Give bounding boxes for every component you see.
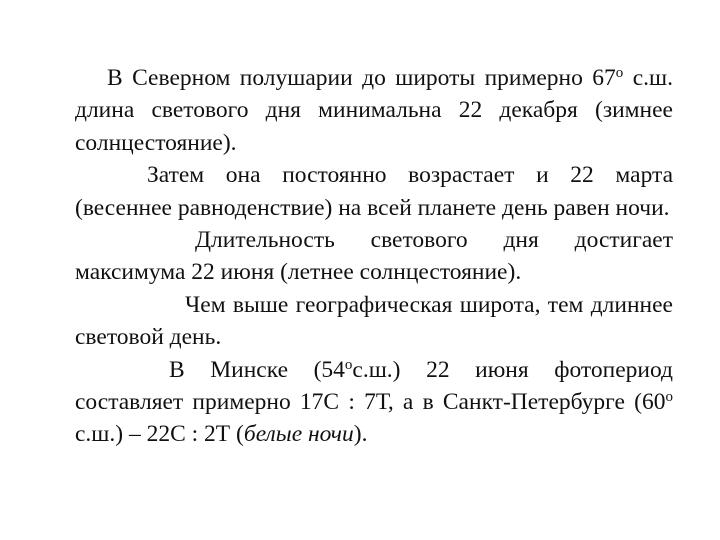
degree-superscript: о: [615, 65, 624, 81]
paragraph-latitude: Чем выше географическая широта, тем длиннее световой день.: [75, 291, 673, 351]
p5-text-b: с.ш.) 22 июня фотопериод составляет примерно 17С : 7Т, а в Санкт-Петербурге (60: [75, 356, 673, 416]
white-nights-italic: белые ночи: [243, 421, 354, 448]
p5-text-d: ).: [353, 421, 368, 448]
p5-text-a: В Минске (54: [169, 356, 345, 383]
p5-text-c: с.ш.) – 22С : 2Т (: [75, 421, 244, 448]
p1-text-b: с.ш. длина светового дня минимальна 22 декабря (зимнее солнцестояние).: [75, 65, 673, 156]
text-block: [75, 62, 673, 451]
paragraph-summer-solstice: Длительность светового дня достигает максимума 22 июня (летнее солнцестояние).: [75, 227, 673, 286]
paragraph-equinox: Затем она постоянно возрастает и 22 марта (весеннее равноденствие) на всей планете день равен ночи.: [75, 162, 673, 221]
paragraph-winter-solstice: [75, 62, 673, 159]
degree-superscript: о: [665, 389, 673, 406]
paragraph-photoperiod: [75, 354, 673, 451]
p1-text-a: В Северном полушарии до широты примерно 67: [107, 65, 616, 91]
degree-superscript: о: [344, 356, 353, 373]
